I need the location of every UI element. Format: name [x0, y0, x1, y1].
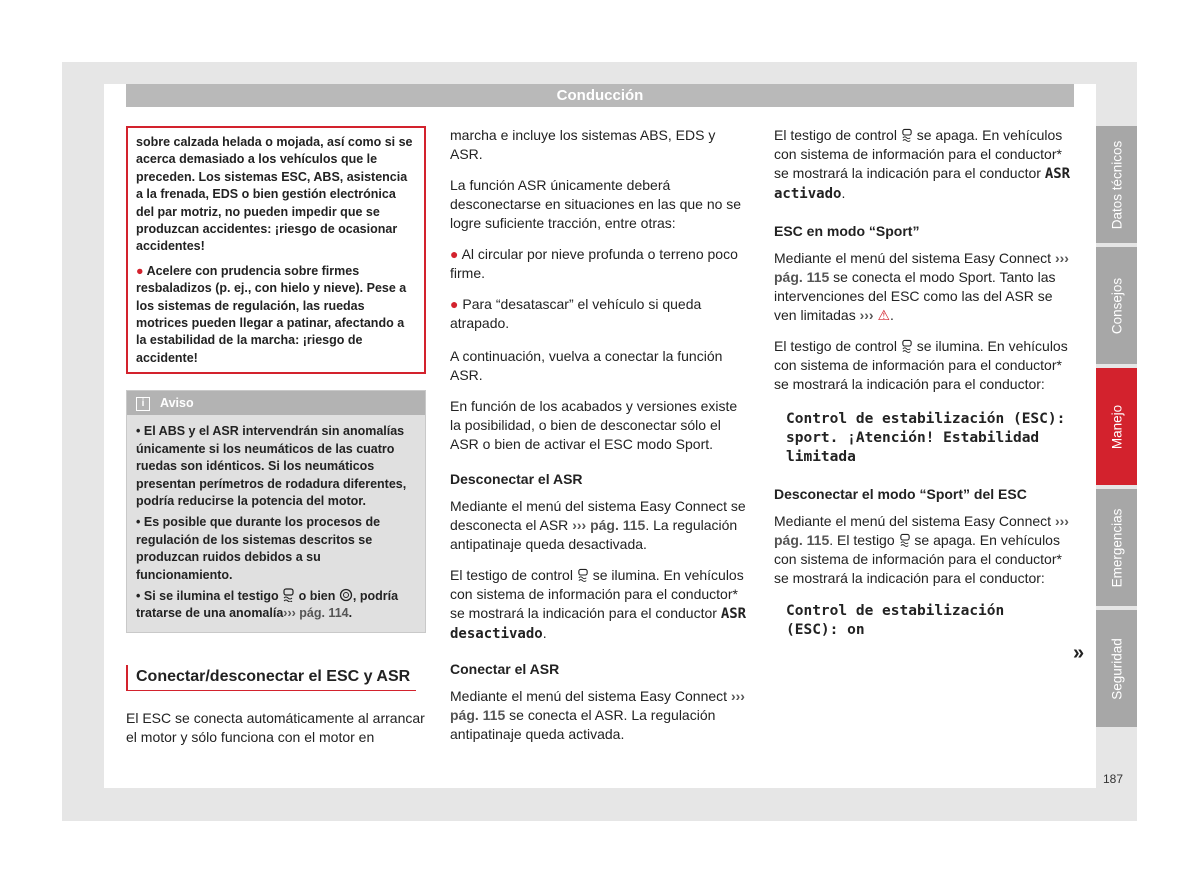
paragraph [450, 566, 750, 644]
arrows-icon: ››› [283, 606, 296, 621]
column-1 [126, 126, 426, 759]
intro-text: El ESC se conecta automáticamente al arrancar el motor y sólo funciona con el motor en [126, 709, 425, 745]
bullet-icon: ● [136, 263, 144, 278]
page-number: 187 [1102, 772, 1124, 786]
text: se ilumina. En vehículos con sistema de información para el conductor* se mostrará la indicación para el conductor [450, 567, 744, 621]
text: . El testigo [829, 532, 895, 548]
paragraph: A continuación, vuelva a conectar la función ASR. [450, 348, 723, 383]
bullet-icon: ● [450, 246, 459, 262]
tab-label: Emergencias [1109, 508, 1124, 587]
tab-manejo[interactable] [1096, 368, 1137, 485]
aviso-item: • Si se ilumina el testigo o bien , podría tratarse de una anomalía››› pág. 114. [136, 588, 399, 621]
aviso-item-text: o bien [298, 588, 336, 603]
warning-text-2 [136, 263, 416, 367]
paragraph [774, 249, 1076, 325]
tab-datos-tecnicos[interactable] [1096, 126, 1137, 243]
bullet-text: Al circular por nieve profunda o terreno poco firme. [450, 246, 738, 281]
subheading: ESC en modo “Sport” [774, 223, 920, 239]
text: se apaga. En vehículos con sistema de información para el conductor* se mostrará la indicación para el conductor: [774, 532, 1062, 586]
arrows-icon: ››› [730, 688, 745, 704]
text: se conecta el ASR. La regulación antipatinaje queda activada. [450, 707, 716, 742]
page-link[interactable]: pág. 115 [450, 707, 506, 723]
aviso-header [127, 391, 425, 415]
text: Mediante el menú del sistema Easy Connect [774, 250, 1052, 266]
display-message: Control de estabilización (ESC): sport. ¡Atención! Estabilidad limitada [786, 411, 1066, 465]
aviso-item-text: Es posible que durante los procesos de regulación de los sistemas descritos se produzcan ruidos debidos a su funcionamiento. [136, 515, 381, 582]
punct: . [841, 185, 846, 201]
display-text: ASR desactivado [450, 606, 747, 642]
punct: . [542, 625, 547, 641]
subheading: Desconectar el ASR [450, 471, 583, 487]
text: Mediante el menú del sistema Easy Connect se desconecta el ASR [450, 498, 746, 533]
arrows-icon: ››› [859, 307, 874, 323]
paragraph: La función ASR únicamente deberá desconectarse en situaciones en las que no se logre suficiente tracción, entre otras: [450, 177, 742, 231]
text: Mediante el menú del sistema Easy Connect [450, 688, 728, 704]
text: se ilumina. En vehículos con sistema de información para el conductor* se mostrará la indicación para el conductor: [774, 338, 1068, 392]
info-icon: i [136, 397, 150, 411]
chapter-header: Conducción [126, 84, 1074, 107]
tab-label: Seguridad [1109, 637, 1124, 700]
circle-icon [339, 588, 353, 602]
display-message: Control de estabilización (ESC): on [786, 603, 1005, 638]
aviso-body [127, 415, 425, 631]
paragraph [450, 687, 750, 744]
tab-label: Consejos [1109, 277, 1124, 334]
column-3 [774, 126, 1076, 654]
arrows-icon: ››› [572, 517, 587, 533]
skid-car-icon [901, 128, 913, 142]
text: El testigo de control [774, 338, 897, 354]
text: se conecta el modo Sport. Tanto las intervenciones del ESC como las del ASR se ven limitadas [774, 269, 1056, 323]
arrows-icon: ››› [1054, 513, 1069, 529]
skid-car-icon [899, 533, 911, 547]
aviso-title: Aviso [160, 396, 194, 411]
aviso-item: • El ABS y el ASR intervendrán sin anomalías únicamente si los neumáticos de las cuatro ruedas son idénticos. Si los neumáticos presentan perímetros de rodadura diferentes, podría reducirse la potencia del motor. [136, 424, 407, 508]
warning-triangle-icon: ⚠ [877, 307, 891, 323]
page-link[interactable]: pág. 114 [299, 606, 349, 621]
warning-box [126, 126, 426, 374]
aviso-item-text: , podría tratarse de una anomalía [136, 588, 399, 621]
punct: . [348, 606, 353, 621]
text: Mediante el menú del sistema Easy Connect [774, 513, 1052, 529]
bullet-text: Para “desatascar” el vehículo si queda atrapado. [450, 296, 702, 331]
subheading: Conectar el ASR [450, 661, 560, 677]
punct: . [890, 307, 894, 323]
arrows-icon: ››› [1054, 250, 1069, 266]
skid-car-icon [577, 568, 589, 582]
page-link[interactable]: pág. 115 [590, 517, 646, 533]
text: El testigo de control [450, 567, 573, 583]
section-title: Conectar/desconectar el ESC y ASR [126, 665, 416, 691]
paragraph [774, 126, 1076, 204]
text: . La regulación antipatinaje queda desactivada. [450, 517, 738, 552]
display-text: ASR activado [774, 166, 1071, 202]
tab-seguridad[interactable] [1096, 610, 1137, 727]
paragraph [774, 512, 1076, 588]
aviso-item-text: El ABS y el ASR intervendrán sin anomalías únicamente si los neumáticos de las cuatro ruedas son idénticos. Si los neumáticos presentan perímetros de rodadura diferentes, podría reducirse la potencia del motor. [136, 424, 407, 508]
column-2 [450, 126, 750, 756]
warning-text-2-body: Acelere con prudencia sobre firmes resbaladizos (p. ej., con hielo y nieve). Pese a los sistemas de regulación, las ruedas motrices pueden llegar a patinar, afectando a la estabilidad de la marcha: ¡riesgo de accidente! [136, 263, 407, 365]
tab-emergencias[interactable] [1096, 489, 1137, 606]
paragraph: En función de los acabados y versiones existe la posibilidad, o bien de desconectar sólo el ASR o bien de activar el ESC modo Sport. [450, 398, 738, 452]
bullet-icon: ● [450, 296, 459, 312]
skid-car-icon [901, 339, 913, 353]
page-link[interactable]: pág. 115 [774, 532, 830, 548]
aviso-box [126, 390, 426, 632]
paragraph [450, 497, 750, 554]
bullet-item [450, 245, 750, 283]
text: El testigo de control [774, 127, 897, 143]
page-link[interactable]: pág. 115 [774, 269, 830, 285]
warning-text-1: sobre calzada helada o mojada, así como si se acerca demasiado a los vehículos que le preceden. Los sistemas ESC, ABS, asistencia a la frenada, EDS o bien gestión electrónica del par motriz, no pueden impedir que se produzcan accidentes: ¡riesgo de ocasionar accidentes! [136, 135, 413, 254]
text: se apaga. En vehículos con sistema de información para el conductor* se mostrará la indicación para el conductor [774, 127, 1063, 181]
aviso-item: • Es posible que durante los procesos de regulación de los sistemas descritos se produzcan ruidos debidos a su funcionamiento. [136, 515, 381, 582]
paragraph: marcha e incluye los sistemas ABS, EDS y ASR. [450, 127, 716, 162]
tab-label: Manejo [1109, 404, 1124, 449]
tab-consejos[interactable] [1096, 247, 1137, 364]
continue-icon: » [1073, 642, 1085, 664]
tab-label: Datos técnicos [1109, 140, 1124, 229]
bullet-item [450, 295, 750, 333]
subheading: Desconectar el modo “Sport” del ESC [774, 486, 1027, 502]
skid-car-icon [282, 588, 295, 602]
paragraph [774, 337, 1076, 394]
aviso-item-text: Si se ilumina el testigo [143, 588, 279, 603]
